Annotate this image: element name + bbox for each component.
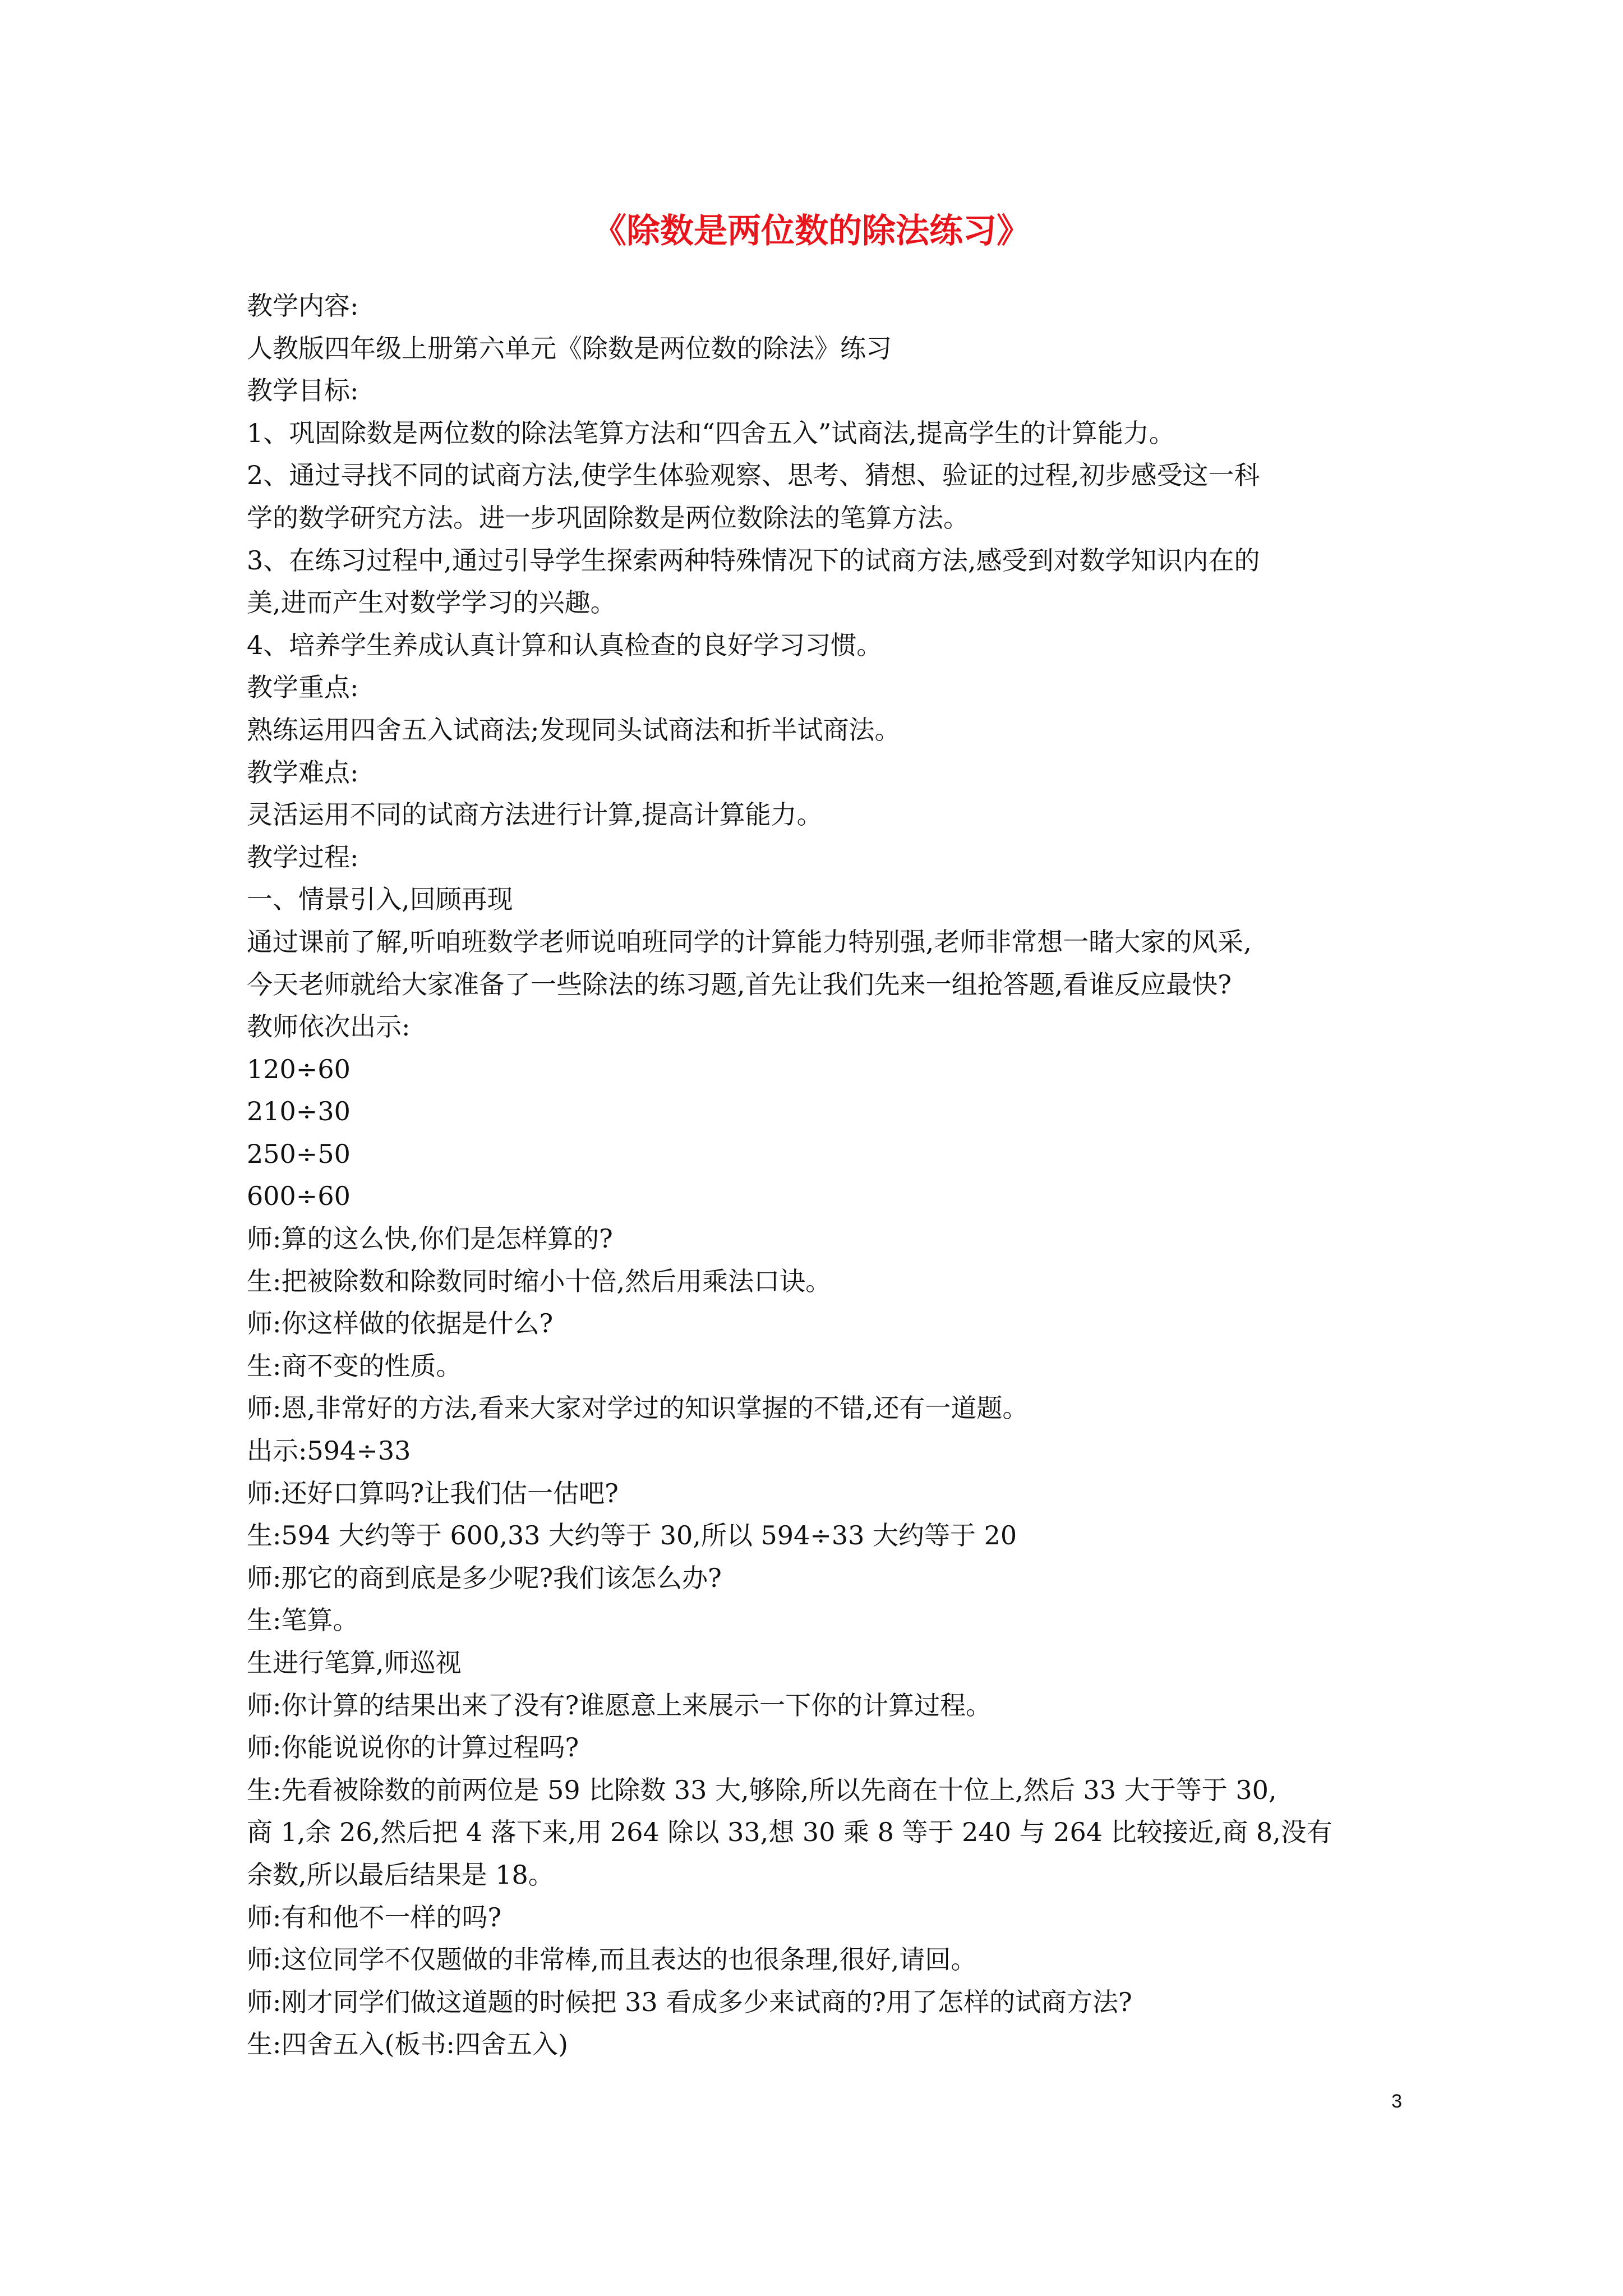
text-line: 师:算的这么快,你们是怎样算的? <box>247 1223 613 1254</box>
text-line: 210÷30 <box>247 1096 351 1127</box>
text-line: 商 1,余 26,然后把 4 落下来,用 264 除以 33,想 30 乘 8 等于 240 与 264 比较接近,商 8,没有 <box>247 1817 1332 1848</box>
text-line: 生:先看被除数的前两位是 59 比除数 33 大,够除,所以先商在十位上,然后 33 大于等于 30, <box>247 1774 1277 1805</box>
text-line: 教师依次出示: <box>247 1011 411 1042</box>
text-line: 教学重点: <box>247 672 359 703</box>
text-line: 250÷50 <box>247 1138 351 1169</box>
text-line: 600÷60 <box>247 1181 351 1212</box>
page-number: 3 <box>1391 2091 1402 2112</box>
text-line: 生进行笔算,师巡视 <box>247 1648 462 1678</box>
text-line: 师:那它的商到底是多少呢?我们该怎么办? <box>247 1562 722 1593</box>
text-line: 生:四舍五入(板书:四舍五入) <box>247 2029 568 2060</box>
text-line: 师:你计算的结果出来了没有?谁愿意上来展示一下你的计算过程。 <box>247 1690 992 1720</box>
text-line: 3、在练习过程中,通过引导学生探索两种特殊情况下的试商方法,感受到对数学知识内在的 <box>247 545 1260 576</box>
text-line: 师:刚才同学们做这道题的时候把 33 看成多少来试商的?用了怎样的试商方法? <box>247 1986 1132 2017</box>
text-line: 教学目标: <box>247 375 359 406</box>
text-line: 师:有和他不一样的吗? <box>247 1902 502 1932</box>
text-line: 灵活运用不同的试商方法进行计算,提高计算能力。 <box>247 799 823 830</box>
text-line: 生:594 大约等于 600,33 大约等于 30,所以 594÷33 大约等于 20 <box>247 1520 1017 1551</box>
text-line: 120÷60 <box>247 1053 351 1084</box>
text-line: 熟练运用四舍五入试商法;发现同头试商法和折半试商法。 <box>247 714 901 745</box>
document-body <box>247 285 1402 2066</box>
text-line: 2、通过寻找不同的试商方法,使学生体验观察、思考、猜想、验证的过程,初步感受这一科 <box>247 460 1260 491</box>
text-line: 生:笔算。 <box>247 1605 359 1636</box>
text-line: 今天老师就给大家准备了一些除法的练习题,首先让我们先来一组抢答题,看谁反应最快? <box>247 969 1232 1000</box>
text-line: 生:商不变的性质。 <box>247 1350 462 1381</box>
text-line: 生:把被除数和除数同时缩小十倍,然后用乘法口诀。 <box>247 1266 832 1296</box>
text-line: 余数,所以最后结果是 18。 <box>247 1859 554 1890</box>
text-line: 师:你这样做的依据是什么? <box>247 1308 554 1339</box>
text-line: 教学过程: <box>247 841 359 872</box>
text-line: 师:还好口算吗?让我们估一估吧? <box>247 1478 619 1508</box>
text-line: 师:恩,非常好的方法,看来大家对学过的知识掌握的不错,还有一道题。 <box>247 1393 1029 1424</box>
text-line: 美,进而产生对数学学习的兴趣。 <box>247 587 616 618</box>
text-line: 教学难点: <box>247 757 359 788</box>
text-line: 教学内容: <box>247 291 359 321</box>
text-line: 4、培养学生养成认真计算和认真检查的良好学习习惯。 <box>247 629 883 660</box>
text-line: 师:这位同学不仅题做的非常棒,而且表达的也很条理,很好,请回。 <box>247 1944 977 1975</box>
text-line: 一、情景引入,回顾再现 <box>247 884 513 915</box>
text-line: 通过课前了解,听咱班数学老师说咱班同学的计算能力特别强,老师非常想一睹大家的风采, <box>247 926 1252 957</box>
text-line: 师:你能说说你的计算过程吗? <box>247 1732 579 1763</box>
text-line: 1、巩固除数是两位数的除法笔算方法和“四舍五入”试商法,提高学生的计算能力。 <box>247 417 1175 448</box>
text-line: 出示:594÷33 <box>247 1435 411 1466</box>
text-line: 人教版四年级上册第六单元《除数是两位数的除法》练习 <box>247 333 892 364</box>
document-title: 《除数是两位数的除法练习》 <box>593 211 1030 251</box>
text-line: 学的数学研究方法。进一步巩固除数是两位数除法的笔算方法。 <box>247 502 969 533</box>
